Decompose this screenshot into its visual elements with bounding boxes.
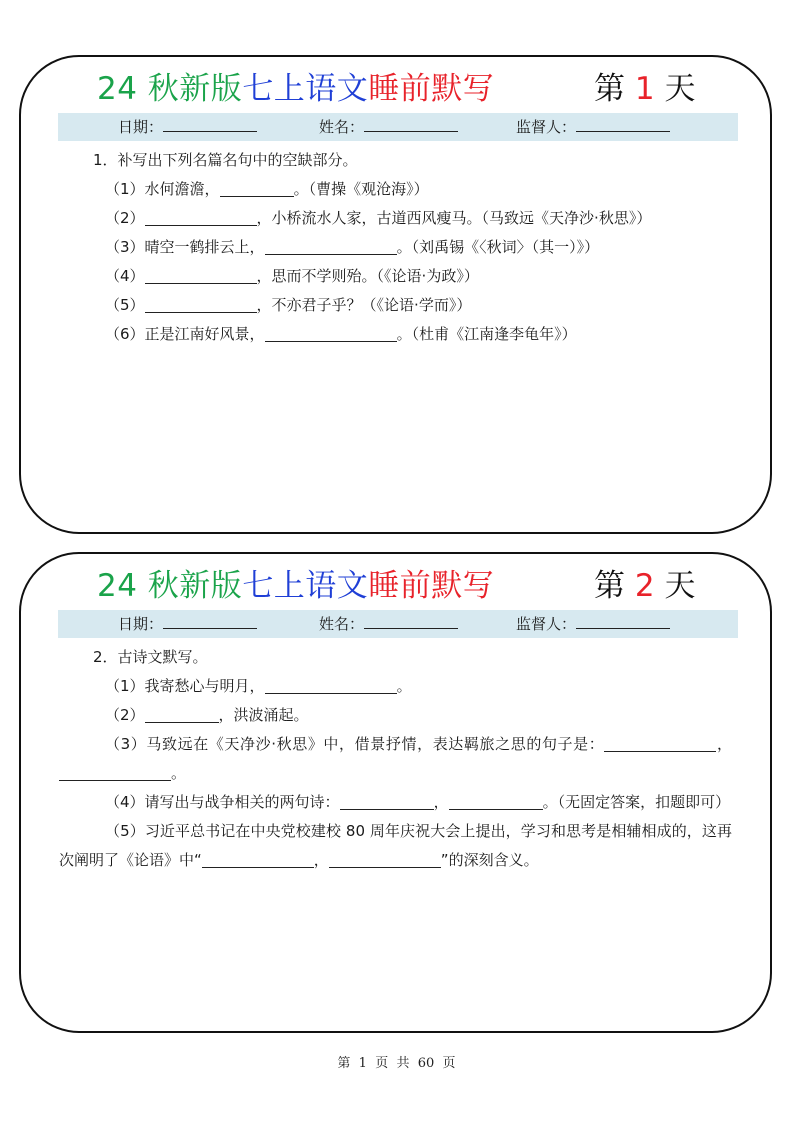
answer-blank[interactable] xyxy=(145,704,219,723)
day-number: 2 xyxy=(634,568,655,604)
answer-blank[interactable] xyxy=(265,236,397,255)
question-heading: 1．补写出下列名篇名句中的空缺部分。 xyxy=(93,151,358,169)
answer-blank[interactable] xyxy=(145,294,257,313)
answer-blank[interactable] xyxy=(340,791,434,810)
day-prefix: 第 xyxy=(594,71,635,107)
day-2-card xyxy=(19,552,772,1033)
list-item xyxy=(59,817,732,875)
answer-blank[interactable] xyxy=(265,323,397,342)
item-text-after: 。（杜甫《江南逢李龟年》） xyxy=(396,325,577,343)
supervisor-label: 监督人： xyxy=(516,118,577,136)
item-number: （1） xyxy=(105,180,145,198)
answer-blank[interactable] xyxy=(265,675,397,694)
supervisor-blank[interactable] xyxy=(576,113,670,132)
list-item xyxy=(59,320,732,349)
answer-blank[interactable] xyxy=(59,762,171,781)
day-suffix: 天 xyxy=(654,568,696,604)
title-part-2: 七上语文 xyxy=(242,71,369,107)
item-text-after: ，思而不学则殆。（《论语·为政》） xyxy=(256,267,479,285)
supervisor-label: 监督人： xyxy=(516,615,577,633)
item-text-before: 马致远在《天净沙·秋思》中，借景抒情，表达羁旅之思的句子是： xyxy=(146,735,605,753)
item-text-before: 水何澹澹， xyxy=(144,180,220,198)
day-label xyxy=(594,564,695,608)
item-text-mid: ， xyxy=(716,735,732,753)
supervisor-field xyxy=(516,113,576,141)
item-number: （2） xyxy=(105,706,145,724)
item-text-after: 。 xyxy=(171,764,187,782)
title-part-3: 睡前默写 xyxy=(368,71,495,107)
page-footer: 第 1 页 共 60 页 xyxy=(337,1056,456,1071)
list-item xyxy=(59,175,732,204)
list-item xyxy=(59,701,732,730)
item-number: （3） xyxy=(105,735,147,753)
item-text-after: 。（曹操《观沧海》） xyxy=(293,180,429,198)
answer-blank[interactable] xyxy=(220,178,294,197)
date-field xyxy=(118,113,163,141)
item-text-after: ，小桥流水人家，古道西风瘦马。（马致远《天净沙·秋思》） xyxy=(256,209,652,227)
item-text-after: ，不亦君子乎？（《论语·学而》） xyxy=(256,296,472,314)
list-item xyxy=(59,204,732,233)
card-title xyxy=(97,564,494,608)
date-label: 日期： xyxy=(118,118,164,136)
question-block xyxy=(59,643,732,875)
answer-blank[interactable] xyxy=(449,791,543,810)
question-heading: 2．古诗文默写。 xyxy=(93,648,208,666)
answer-blank[interactable] xyxy=(145,265,257,284)
item-text-before: 正是江南好风景， xyxy=(144,325,265,343)
list-item xyxy=(59,233,732,262)
info-bar xyxy=(58,113,738,141)
title-part-1: 24 秋新版 xyxy=(97,568,243,604)
name-blank[interactable] xyxy=(364,113,458,132)
card-header xyxy=(21,564,770,610)
title-part-2: 七上语文 xyxy=(242,568,369,604)
title-part-3: 睡前默写 xyxy=(368,568,495,604)
name-field xyxy=(319,610,364,638)
item-number: （6） xyxy=(105,325,145,343)
item-text-mid: ， xyxy=(433,793,449,811)
day-1-card xyxy=(19,55,772,534)
title-part-1: 24 秋新版 xyxy=(97,71,243,107)
card-header xyxy=(21,67,770,113)
date-blank[interactable] xyxy=(163,610,257,629)
item-number: （2） xyxy=(105,209,145,227)
item-text-after: ”的深刻含义。 xyxy=(440,851,539,869)
list-item xyxy=(59,672,732,701)
item-text-after: 。（无固定答案，扣题即可） xyxy=(542,793,731,811)
item-number: （5） xyxy=(105,296,145,314)
item-text-mid: ， xyxy=(313,851,329,869)
item-text-before: 我寄愁心与明月， xyxy=(144,677,265,695)
date-field xyxy=(118,610,163,638)
item-text-after: ，洪波涌起。 xyxy=(218,706,309,724)
name-field xyxy=(319,113,364,141)
supervisor-blank[interactable] xyxy=(576,610,670,629)
day-suffix: 天 xyxy=(654,71,696,107)
item-text-before: 习近平总书记在中央党校建校 80 周年庆祝大会上提出，学习和思考是相辅相成的，这再次阐明了《论语》中“ xyxy=(59,822,732,869)
item-text-before: 请写出与战争相关的两句诗： xyxy=(144,793,340,811)
day-number: 1 xyxy=(634,71,655,107)
day-label xyxy=(594,67,695,111)
item-text-after: 。 xyxy=(396,677,412,695)
item-text-before: 晴空一鹤排云上， xyxy=(144,238,265,256)
list-item xyxy=(59,730,732,788)
supervisor-field xyxy=(516,610,576,638)
list-item xyxy=(59,788,732,817)
card-title xyxy=(97,67,494,111)
info-bar xyxy=(58,610,738,638)
answer-blank[interactable] xyxy=(145,207,257,226)
item-text-after: 。（刘禹锡《〈秋词〉（其一）》） xyxy=(396,238,600,256)
question-block xyxy=(59,146,732,349)
list-item xyxy=(59,262,732,291)
item-number: （4） xyxy=(105,793,145,811)
day-prefix: 第 xyxy=(594,568,635,604)
name-label: 姓名： xyxy=(319,118,365,136)
list-item xyxy=(59,291,732,320)
name-label: 姓名： xyxy=(319,615,365,633)
item-number: （4） xyxy=(105,267,145,285)
date-blank[interactable] xyxy=(163,113,257,132)
answer-blank[interactable] xyxy=(202,849,314,868)
item-number: （3） xyxy=(105,238,145,256)
date-label: 日期： xyxy=(118,615,164,633)
item-number: （1） xyxy=(105,677,145,695)
name-blank[interactable] xyxy=(364,610,458,629)
item-number: （5） xyxy=(105,822,145,840)
answer-blank[interactable] xyxy=(604,733,716,752)
answer-blank[interactable] xyxy=(329,849,441,868)
